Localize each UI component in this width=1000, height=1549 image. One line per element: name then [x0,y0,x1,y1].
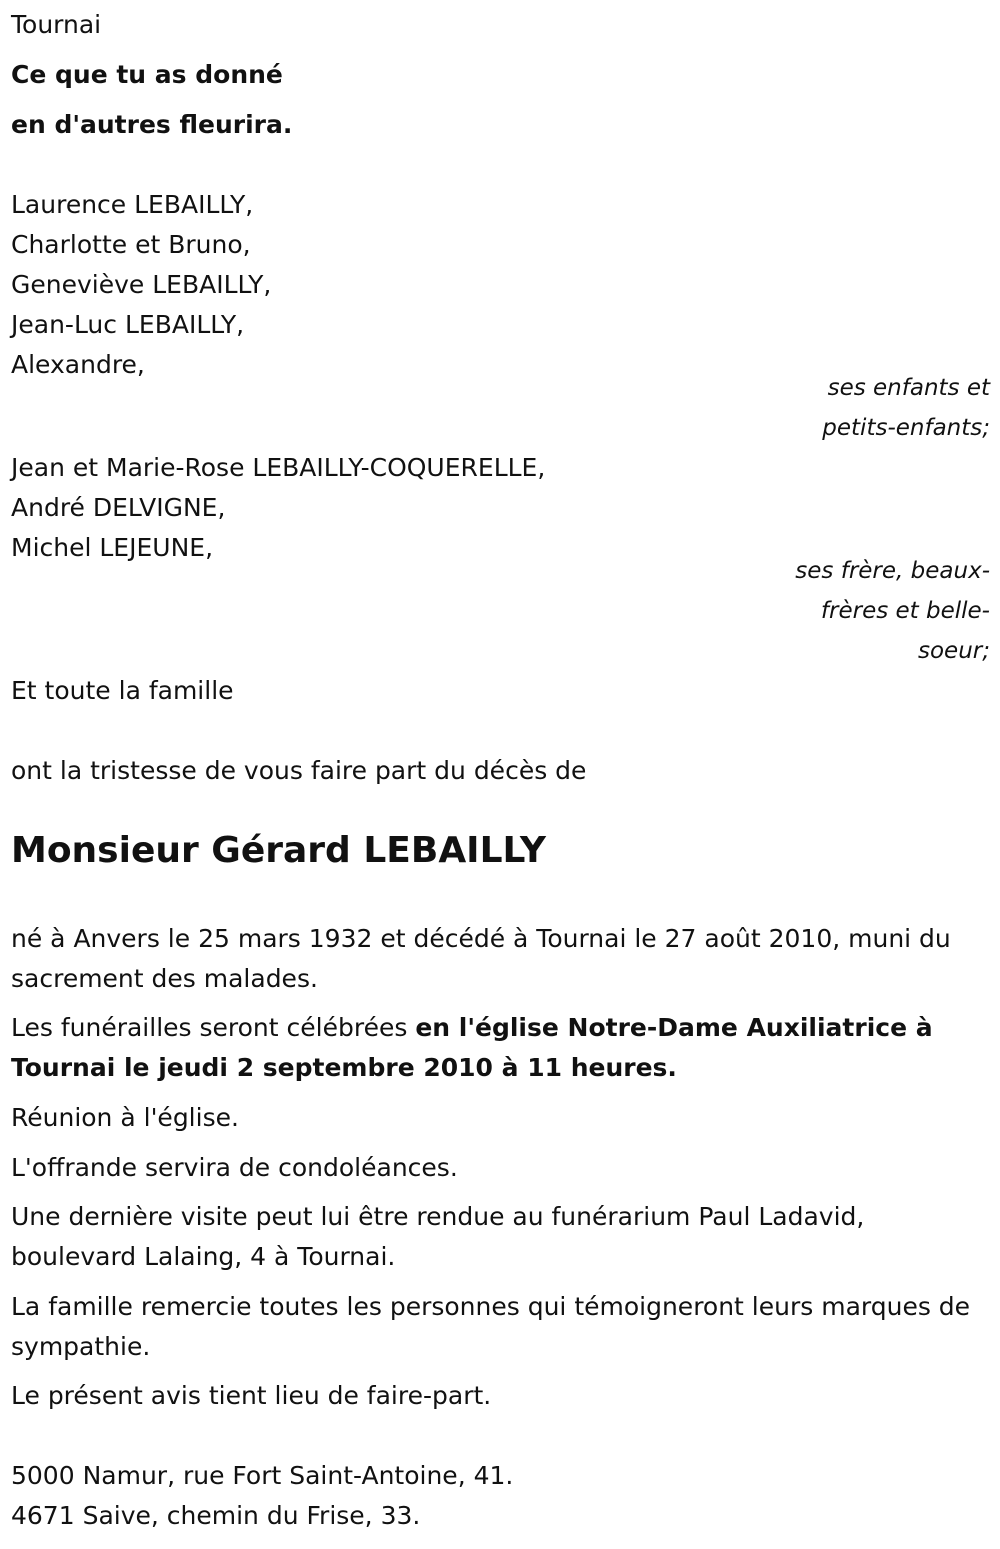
notice-line: Le présent avis tient lieu de faire-part. [11,1381,492,1410]
meeting-line: Réunion à l'église. [11,1103,239,1132]
funeral-paragraph [11,1008,996,1088]
siblings-relation-line: soeur; [918,638,990,664]
funeral-details: en l'église Notre-Dame Auxiliatrice à Tournai le jeudi 2 septembre 2010 à 11 heures. [11,1013,933,1082]
child-name: Jean-Luc LEBAILLY, [11,310,245,339]
city-label: Tournai [11,10,102,39]
offering-line: L'offrande servira de condoléances. [11,1153,458,1182]
child-name: Alexandre, [11,350,145,379]
epitaph-line-2: en d'autres fleurira. [11,110,293,139]
siblings-relation-line: frères et belle- [820,598,990,624]
family-line: Et toute la famille [11,676,234,705]
thanks-paragraph: La famille remercie toutes les personnes qui témoigneront leurs marques de sympathie. [11,1292,971,1361]
sibling-name: Jean et Marie-Rose LEBAILLY-COQUERELLE, [11,453,546,482]
address-line: 4671 Saive, chemin du Frise, 33. [11,1501,421,1530]
deceased-name: Monsieur Gérard LEBAILLY [11,830,546,871]
address-line: 5000 Namur, rue Fort Saint-Antoine, 41. [11,1461,514,1490]
funeral-intro: Les funérailles seront célébrées [11,1013,416,1042]
announcement-line: ont la tristesse de vous faire part du décès de [11,756,587,785]
child-name: Laurence LEBAILLY, [11,190,254,219]
birth-death-paragraph: né à Anvers le 25 mars 1932 et décédé à Tournai le 27 août 2010, muni du sacrement des malades. [11,924,951,993]
children-relation-line: ses enfants et [827,375,990,401]
sibling-name: Michel LEJEUNE, [11,533,214,562]
child-name: Geneviève LEBAILLY, [11,270,272,299]
epitaph-line-1: Ce que tu as donné [11,60,283,89]
child-name: Charlotte et Bruno, [11,230,251,259]
sibling-name: André DELVIGNE, [11,493,226,522]
children-relation-line: petits-enfants; [822,415,990,441]
siblings-relation-line: ses frère, beaux- [795,558,990,584]
visit-paragraph: Une dernière visite peut lui être rendue au funérarium Paul Ladavid, boulevard Lalaing, 4 à Tournai. [11,1202,865,1271]
